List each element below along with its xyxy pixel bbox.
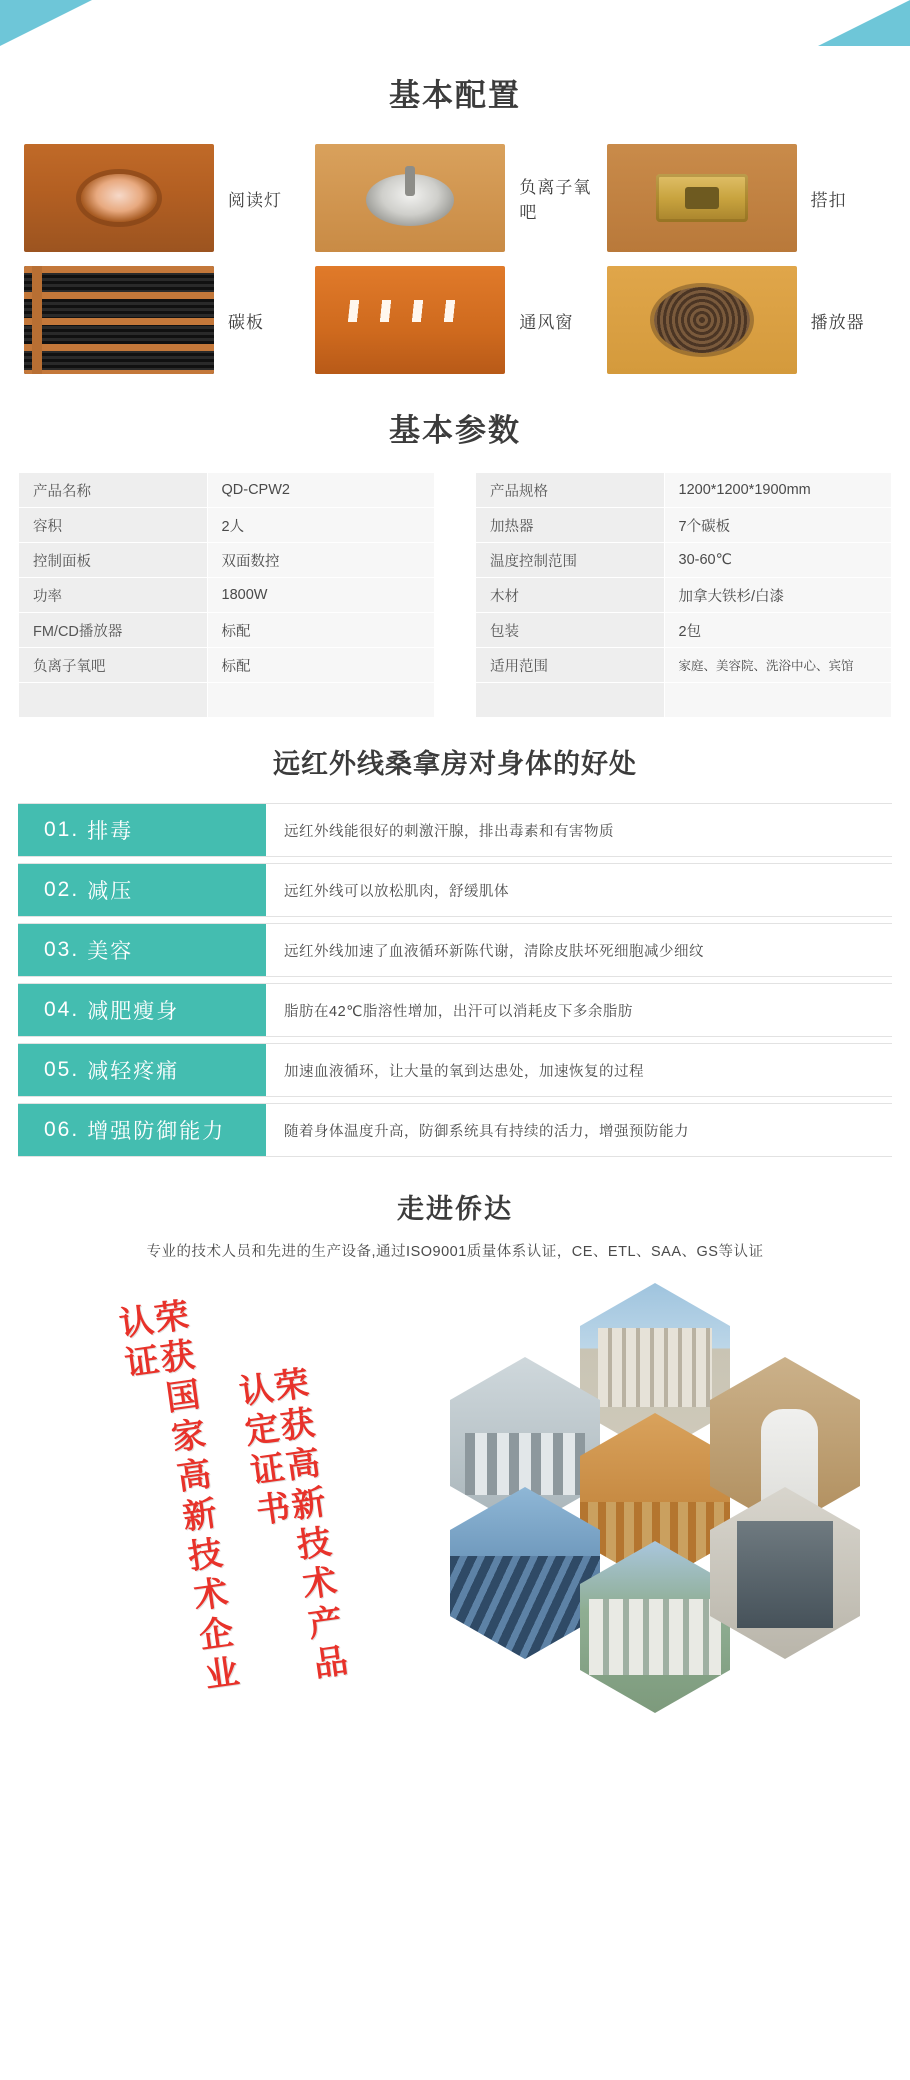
param-value: 加拿大铁杉/白漆 [664,578,891,613]
benefit-description: 远红外线可以放松肌肉，舒缓肌体 [266,864,892,916]
benefit-header [18,804,266,856]
param-key: 温度控制范围 [476,543,665,578]
benefit-number: 06. [44,1118,80,1141]
table-gap [434,648,475,683]
benefit-header [18,1104,266,1156]
list-item [18,923,892,977]
parameters-table [18,472,892,718]
config-item-label: 阅读灯 [228,190,282,210]
param-key-empty [19,683,208,718]
param-value: QD-CPW2 [207,473,434,508]
benefit-description: 随着身体温度升高，防御系统具有持续的活力，增强预防能力 [266,1104,892,1156]
benefit-description: 脂肪在42℃脂溶性增加，出汗可以消耗皮下多余脂肪 [266,984,892,1036]
honor-text-national: 荣获国家高新技术企业认证 [111,1296,241,1699]
config-item [18,259,309,381]
param-key-empty [476,683,665,718]
photo-production-machine [710,1487,860,1659]
config-item [18,137,309,259]
param-key: FM/CD播放器 [19,613,208,648]
param-value: 2人 [207,508,434,543]
table-row [19,543,892,578]
latch-buckle-icon [607,144,797,252]
benefit-number: 05. [44,1058,80,1081]
photo-factory-aerial [580,1541,730,1713]
ion-oxygen-bar-icon [315,144,505,252]
param-value: 7个碳板 [664,508,891,543]
config-item-label: 搭扣 [810,190,847,210]
benefit-title: 减轻疼痛 [87,1060,180,1083]
param-key: 适用范围 [476,648,665,683]
table-row [19,648,892,683]
config-item [601,137,892,259]
table-gap [434,578,475,613]
param-key: 产品名称 [19,473,208,508]
about-subtitle: 专业的技术人员和先进的生产设备,通过ISO9001质量体系认证，CE、ETL、SAA、GS等认证 [146,1244,764,1260]
table-row [19,578,892,613]
section-title-about: 走进侨达 [397,1194,513,1224]
param-value-empty [207,683,434,718]
table-gap [434,683,475,718]
list-item [18,803,892,857]
hex-photo-cluster [430,1283,910,1713]
carbon-panel-icon [24,266,214,374]
benefit-title: 美容 [87,940,134,963]
param-value: 标配 [207,648,434,683]
config-item [309,137,600,259]
param-key: 包装 [476,613,665,648]
config-item-label: 播放器 [810,312,865,332]
benefit-number: 01. [44,818,80,841]
table-row [19,613,892,648]
param-key: 容积 [19,508,208,543]
config-item [601,259,892,381]
benefit-title: 排毒 [87,820,134,843]
reading-lamp-icon [24,144,214,252]
table-gap [434,613,475,648]
ventilation-window-icon [315,266,505,374]
benefit-description: 加速血液循环，让大量的氧到达患处，加速恢复的过程 [266,1044,892,1096]
benefit-title: 减肥瘦身 [87,1000,180,1023]
benefit-title: 增强防御能力 [87,1120,226,1143]
param-key: 功率 [19,578,208,613]
config-item [309,259,600,381]
benefit-header [18,924,266,976]
benefit-header [18,864,266,916]
table-gap [434,508,475,543]
param-value: 30-60℃ [664,543,891,578]
band-left-triangle [0,0,92,46]
param-key: 负离子氧吧 [19,648,208,683]
table-gap [434,543,475,578]
list-item [18,983,892,1037]
list-item [18,863,892,917]
table-row [19,473,892,508]
param-key: 木材 [476,578,665,613]
config-item-label: 负离子氧吧 [519,178,592,222]
band-right-triangle [818,0,910,46]
config-item-label: 碳板 [228,312,264,332]
benefit-description: 远红外线能很好的刺激汗腺，排出毒素和有害物质 [266,804,892,856]
section-title-benefits: 远红外线桑拿房对身体的好处 [273,749,637,779]
top-decorative-band [0,0,910,46]
param-value-empty [664,683,891,718]
param-value: 1800W [207,578,434,613]
param-value: 1200*1200*1900mm [664,473,891,508]
photo-factory-roof [450,1487,600,1659]
list-item [18,1043,892,1097]
company-photo-collage [0,1283,910,1713]
section-title-configuration: 基本配置 [389,78,521,113]
param-value: 标配 [207,613,434,648]
param-value: 家庭、美容院、洗浴中心、宾馆 [664,648,891,683]
honor-text-product: 荣获高新技术产品认定证书 [231,1364,350,1687]
configuration-grid [0,137,910,381]
benefit-header [18,1044,266,1096]
benefits-list [18,803,892,1157]
param-key: 控制面板 [19,543,208,578]
param-key: 加热器 [476,508,665,543]
table-row [19,508,892,543]
benefit-description: 远红外线加速了血液循环新陈代谢，清除皮肤坏死细胞减少细纹 [266,924,892,976]
section-title-parameters: 基本参数 [389,413,521,448]
table-row-empty [19,683,892,718]
benefit-title: 减压 [87,880,134,903]
benefit-number: 02. [44,878,80,901]
speaker-player-icon [607,266,797,374]
param-key: 产品规格 [476,473,665,508]
benefit-number: 03. [44,938,80,961]
config-item-label: 通风窗 [519,312,574,332]
table-gap [434,473,475,508]
param-value: 双面数控 [207,543,434,578]
benefit-header [18,984,266,1036]
list-item [18,1103,892,1157]
param-value: 2包 [664,613,891,648]
benefit-number: 04. [44,998,80,1021]
